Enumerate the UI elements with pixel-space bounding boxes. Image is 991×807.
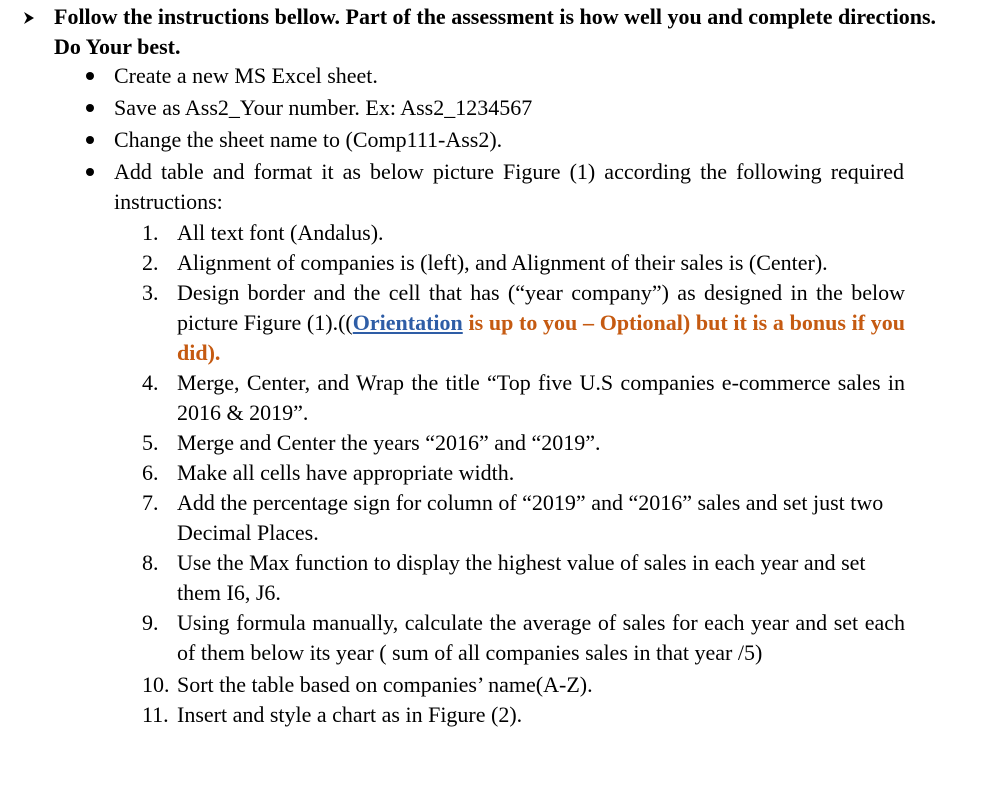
step-number: 9. (142, 610, 159, 635)
step-number: 6. (142, 460, 159, 485)
heading-text: Follow the instructions bellow. Part of the assessment is how well you and complete directions. Do Your best. (54, 4, 937, 59)
step-text-main: Design border and the cell that has (“year company”) as designed in the below picture Figure (1).(( (177, 280, 905, 335)
bullet-dot-icon (86, 72, 94, 80)
step-number: 11. (142, 702, 169, 727)
bullet-dot-icon (86, 136, 94, 144)
step-number: 3. (142, 280, 159, 305)
step-text (177, 278, 905, 368)
step-text: Merge and Center the years “2016” and “2019”. (177, 430, 601, 455)
bullet-text: Change the sheet name to (Comp111-Ass2). (114, 127, 503, 152)
step-number: 2. (142, 250, 159, 275)
bullet-text: Save as Ass2_Your number. Ex: Ass2_1234567 (114, 95, 533, 120)
step-number: 5. (142, 430, 159, 455)
step-text: Add the percentage sign for column of “2019” and “2016” sales and set just two Decimal Places. (177, 490, 884, 545)
arrow-bullet-icon (22, 11, 36, 25)
orientation-link[interactable]: Orientation (352, 310, 463, 335)
step-text: All text font (Andalus). (177, 220, 384, 245)
step-number: 1. (142, 220, 159, 245)
step-text: Sort the table based on companies’ name(A-Z). (177, 672, 593, 697)
bonus-note: is up to you – Optional) but it is a bonus if you did). (177, 310, 905, 365)
step-text: Alignment of companies is (left), and Alignment of their sales is (Center). (177, 250, 828, 275)
bullet-dot-icon (86, 168, 94, 176)
bullet-text: Create a new MS Excel sheet. (114, 63, 378, 88)
step-number: 4. (142, 370, 159, 395)
step-number: 10. (142, 672, 170, 697)
step-number: 7. (142, 490, 159, 515)
step-text: Make all cells have appropriate width. (177, 460, 515, 485)
step-text: Using formula manually, calculate the average of sales for each year and set each of them below its year ( sum of all companies sales in that year /5) (177, 610, 905, 665)
step-number: 8. (142, 550, 159, 575)
step-text: Use the Max function to display the highest value of sales in each year and set them I6, J6. (177, 550, 866, 605)
bullet-dot-icon (86, 104, 94, 112)
step-text: Merge, Center, and Wrap the title “Top five U.S companies e-commerce sales in 2016 & 2019”. (177, 370, 905, 425)
bullet-text: Add table and format it as below picture Figure (1) according the following required instructions: (114, 159, 904, 214)
step-text: Insert and style a chart as in Figure (2). (177, 702, 523, 727)
